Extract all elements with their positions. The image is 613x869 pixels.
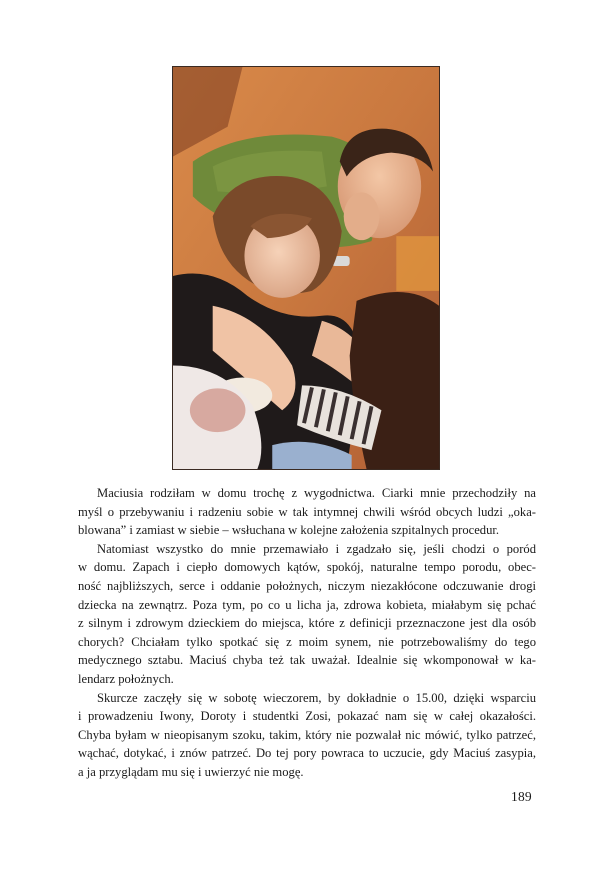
- text-line: Skurcze zaczęły się w sobotę wieczorem, by dokładnie o 15.00, dzięki wsparciu: [97, 690, 536, 705]
- text-line: i prowadzeniu Iwony, Doroty i studentki Zosi, pokazać nam się w całej okazałości.: [78, 709, 536, 724]
- body-text: [78, 484, 536, 782]
- paragraph-1: [78, 484, 536, 540]
- text-line: dziecka na zewnątrz. Poza tym, po co u licha ja, zdrowa kobieta, miałabym się pchać: [78, 597, 536, 612]
- paragraph-2: [78, 540, 536, 689]
- text-line: a ja przyglądam mu się i uwierzyć nie mogę.: [78, 764, 304, 779]
- text-line: chorych? Chciałam tylko spotkać się z moim synem, nie potrzebowaliśmy do tego: [78, 634, 536, 649]
- text-line: Chyba byłam w nieopisanym szoku, takim, który nie pozwalał nic mówić, tylko patrzeć,: [78, 727, 536, 742]
- text-line: Maciusia rodziłam w domu trochę z wygodnictwa. Ciarki mnie przechodziły na: [97, 486, 536, 500]
- paragraph-3: [78, 689, 536, 782]
- text-line: lendarz położnych.: [78, 671, 174, 686]
- text-line: w domu. Zapach i ciepło domowych kątów, spokój, naturalne tempo porodu, obec-: [78, 560, 536, 575]
- text-line: myśl o przebywaniu i radzeniu sobie w tak intymnej chwili wśród obcych ludzi „oka-: [78, 504, 536, 519]
- text-line: wąchać, dotykać, i znów patrzeć. Do tej pory powraca to uczucie, gdy Maciuś zasypia,: [78, 746, 536, 761]
- page-number: 189: [511, 789, 532, 804]
- text-line: medycznego sztabu. Maciuś chyba też tak uważał. Idealnie się wkomponował w ka-: [78, 653, 536, 668]
- text-line: ność najbliższych, serce i oddanie położnych, niczym niezakłócone odczuwanie drogi: [78, 578, 536, 593]
- photo-illustration: [173, 67, 439, 469]
- text-line: blowana” i zamiast w siebie – wsłuchana w kolejne założenia szpitalnych procedur.: [78, 523, 500, 538]
- text-line: Natomiast wszystko do mnie przemawiało i zgadzało się, jeśli chodzi o poród: [97, 541, 536, 556]
- text-line: z silnym i zdrowym dzieckiem do miejsca, które z definicji przeznaczone jest dla osób: [78, 616, 536, 631]
- photograph-birth-scene: [172, 66, 440, 470]
